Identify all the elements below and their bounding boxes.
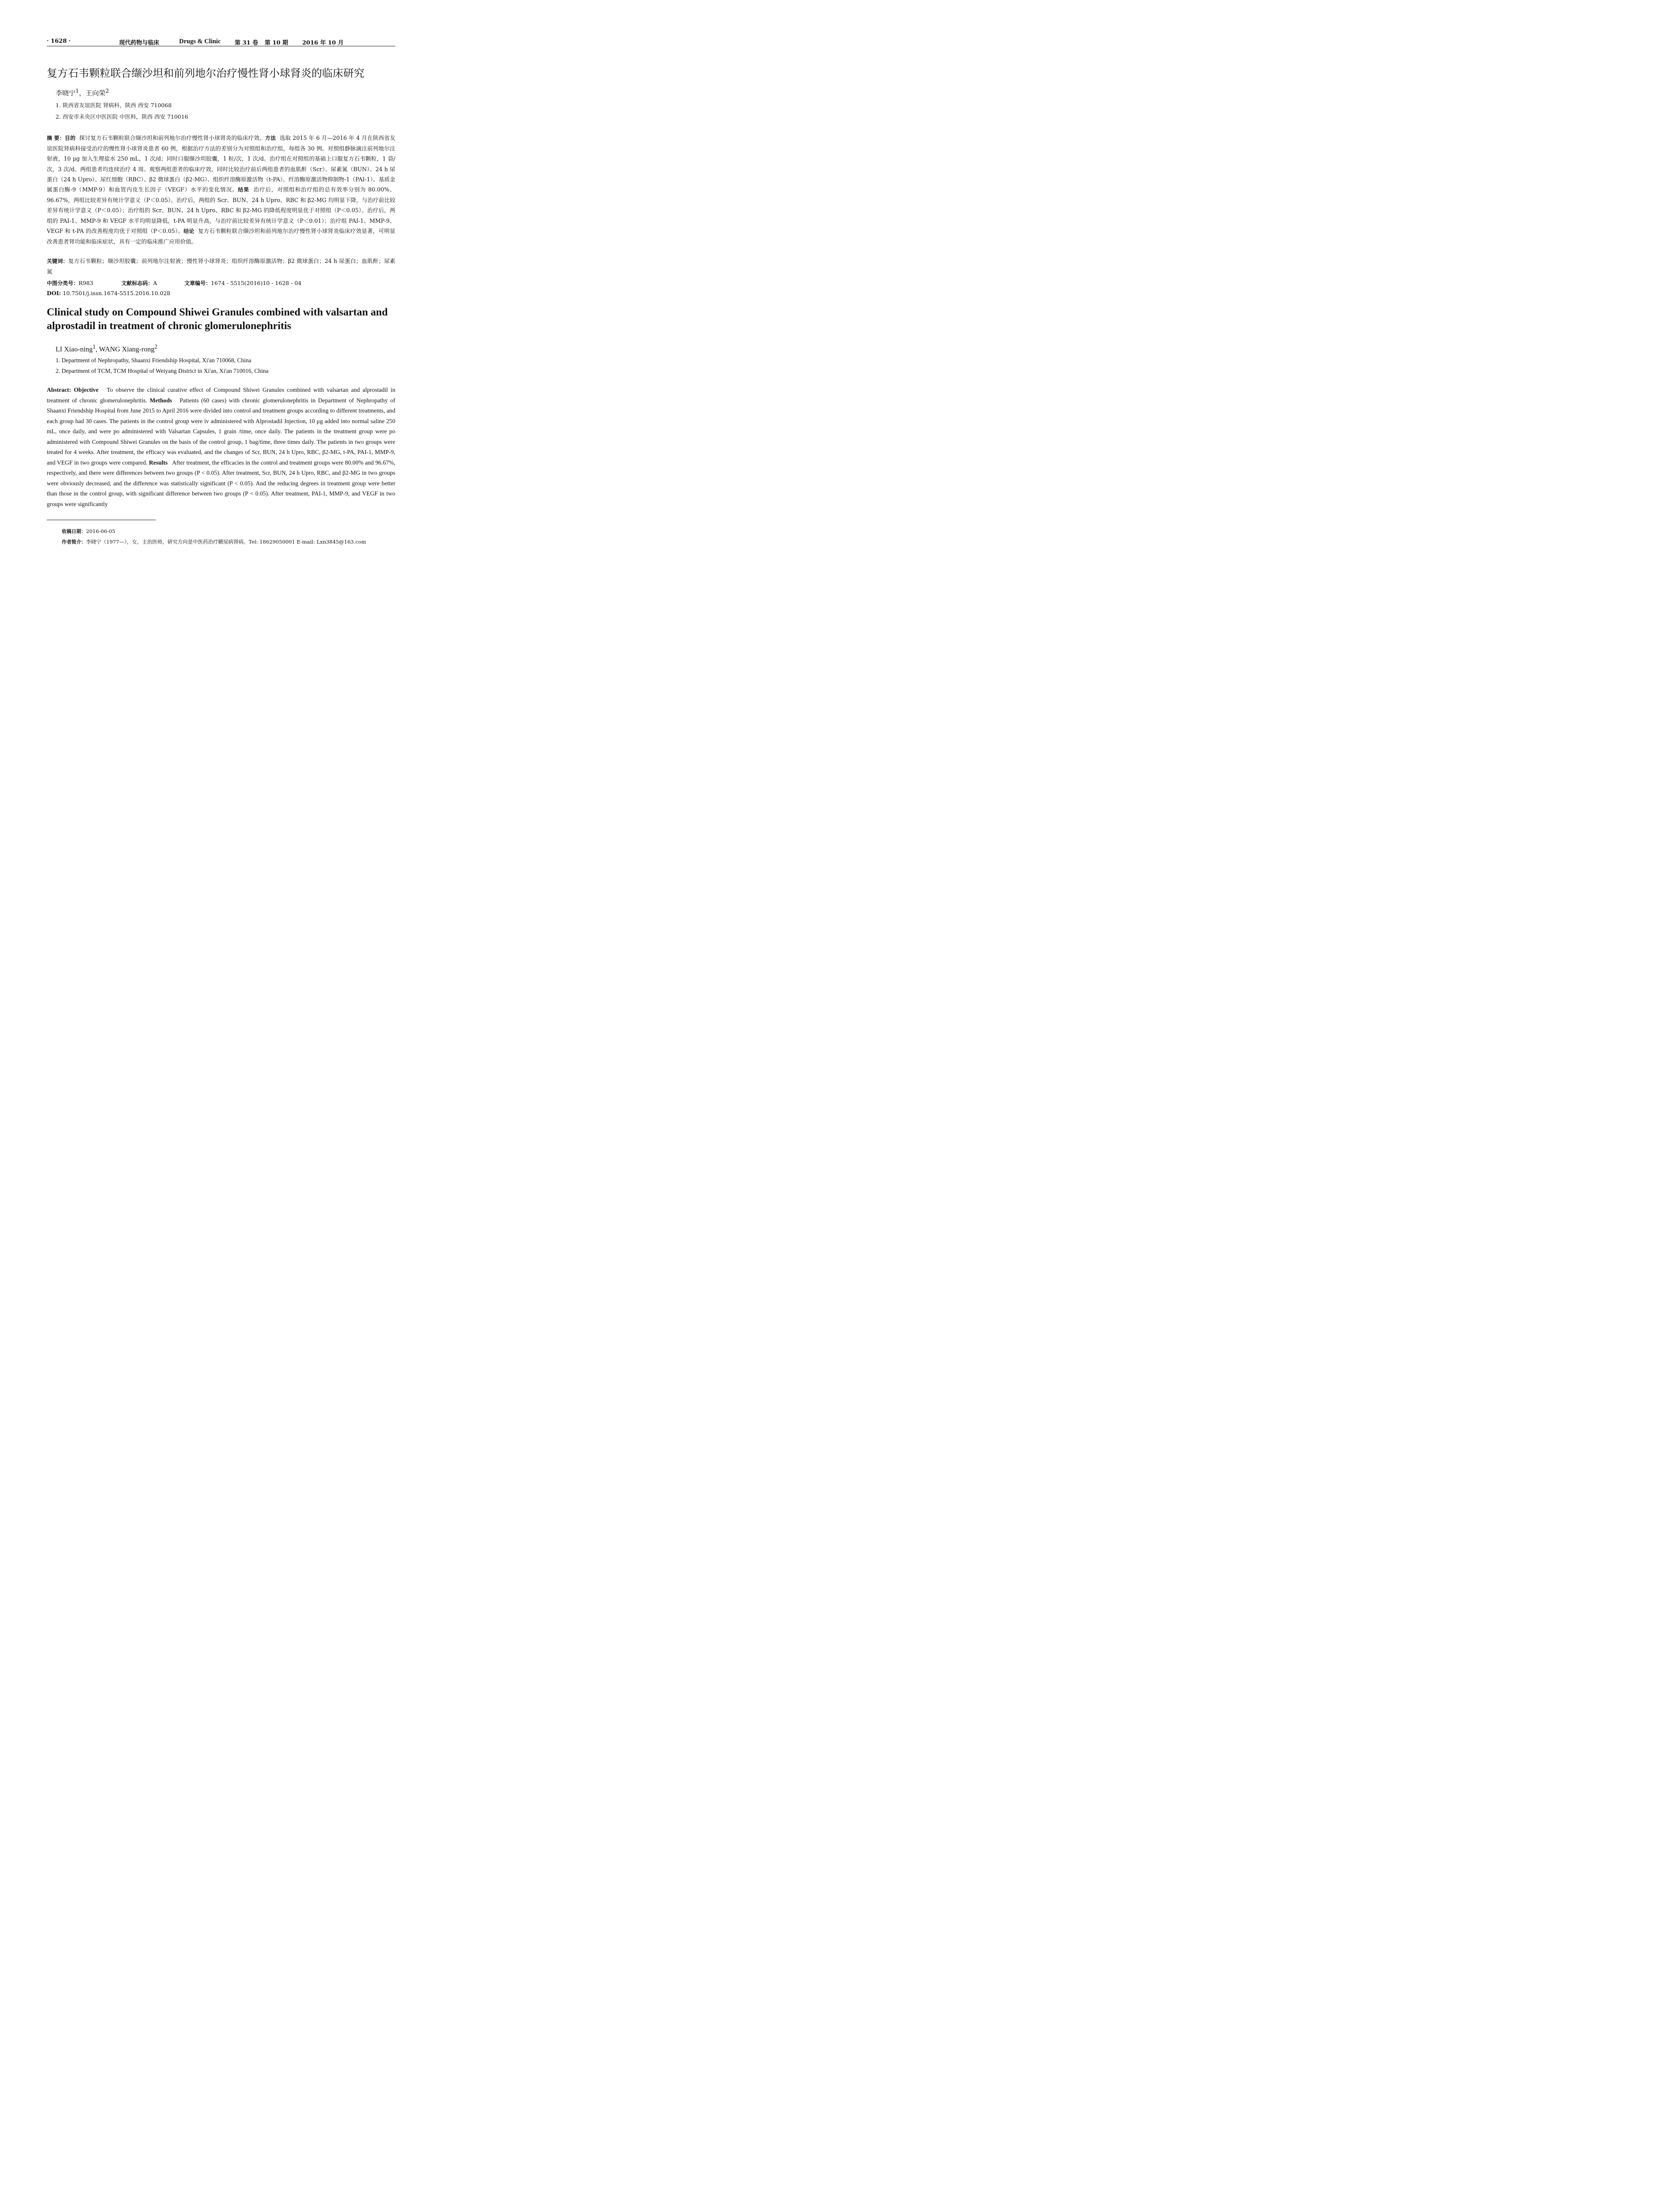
volume: 第 31 卷: [235, 40, 259, 46]
doi-label: DOI:: [47, 290, 61, 296]
author-separator: ，: [79, 89, 86, 97]
conclusion-text: 复方石韦颗粒联合缬沙坦和前列地尔治疗慢性肾小球肾炎临床疗效显著，可明显改善患者肾功能和临床症状，具有一定的临床推广应用价值。: [47, 227, 395, 245]
affiliation-1-en: 1. Department of Nephropathy, Shaanxi Friendship Hospital, Xi'an 710068, China: [56, 357, 251, 364]
abstract-en: [47, 385, 395, 509]
methods-label-en: Methods: [150, 397, 172, 404]
author-2-affiliation-mark: 2: [105, 87, 109, 94]
objective-text-en: To observe the clinical curative effect of Compound Shiwei Granules combined with valsartan and alprostadil in treatment of chronic glomerulonephritis.: [47, 386, 396, 404]
keywords-label: 关键词：: [47, 258, 68, 264]
affiliation-1-cn: 1. 陕西省友谊医院 肾病科，陕西 西安 710068: [56, 102, 172, 109]
journal-name-cn: 现代药物与临床: [119, 40, 160, 46]
methods-text-en: Patients (60 cases) with chronic glomerulonephritis in Department of Nephropathy of Shaanxi Friendship Hospital from June 2015 to April 2016 were divided into control and treatment groups according to different treatments, and each group had 30 cases. The patients in the control group were iv administered with Alprostadil Injection, 10 μg added into normal saline 250 mL, once daily, and were po administered with Valsartan Capsules, 1 grain /time, once daily. The patients in the treatment group were po administered with Compound Shiwei Granules on the basis of the control group, 1 bag/time, three times daily. The patients in two groups were treated for 4 weeks. After treatment, the efficacy was evaluated, and the changes of Scr, BUN, 24 h Upro, RBC, β2-MG, t-PA, PAI-1, MMP-9, and VEGF in two groups were compared.: [47, 397, 395, 466]
bio-label: 作者简介：: [62, 539, 86, 545]
doi-value: 10.7501/j.issn.1674-5515.2016.10.028: [63, 290, 171, 296]
authors-en: [56, 343, 158, 353]
methods-text: 选取 2015 年 6 月—2016 年 4 月在陕西省友谊医院肾病科接受治疗的慢性肾小球肾炎患者 60 例，根据治疗方法的差别分为对照组和治疗组，每组各 30 例。对照组静脉滴注前列地尔注射液，10 μg 加入生理盐水 250 mL，1 次/d；同时口服缬沙坦胶囊，1 粒/次，1 次/d。治疗组在对照组的基础上口服复方石韦颗粒，1 袋/次，3 次/d。两组患者均连续治疗 4 周。观察两组患者的临床疗效，同时比较治疗前后两组患者的血肌酐（Scr）、尿素氮（BUN）、24 h 尿蛋白（24 h Upro）、尿红细胞（RBC）、β2 微球蛋白（β2-MG）、组织纤溶酶原激活物（t-PA）、纤溶酶原激活物抑制物-1（PAI-1）、基质金属蛋白酶-9（MMP-9）和血管内皮生长因子（VEGF）水平的变化情况。: [47, 135, 395, 193]
abstract-objective-label-en: Abstract: Objective: [47, 386, 99, 393]
affiliation-2-en: 2. Department of TCM, TCM Hospital of Weiyang District in Xi'an, Xi'an 710016, China: [56, 368, 269, 374]
results-text-en: After treatment, the efficacies in the control and treatment groups were 80.00% and 96.67%, respectively, and there were differences between two groups (P < 0.05). After treatment, Scr, BUN, 24 h Upro, RBC, and β2-MG in two groups were obviously decreased, and the difference was statistically significant (P < 0.05). And the reducing degrees in treatment group were better than those in the control group, with significant difference between two groups (P < 0.05). After treatment, PAI-1, MMP-9, and VEGF in two groups were significantly: [47, 459, 396, 507]
journal-name-en: Drugs & Clinic: [179, 38, 221, 45]
methods-label: 方法: [265, 135, 276, 141]
doi-row: [47, 290, 170, 296]
clc-row: [47, 279, 93, 287]
author-1-en-affiliation-mark: 1: [92, 343, 96, 350]
clc-label: 中图分类号：: [47, 280, 79, 286]
author-1: 李晓宁: [56, 89, 76, 97]
doc-code-label: 文献标志码：: [121, 280, 154, 286]
keywords-cn: [47, 256, 395, 277]
author-2: 王向荣: [85, 89, 105, 97]
affiliation-2-cn: 2. 西安市未央区中医医院 中医科，陕西 西安 710016: [56, 113, 188, 120]
results-label: 结果: [238, 187, 249, 193]
keywords-text: 复方石韦颗粒；缬沙坦胶囊；前列地尔注射液；慢性肾小球肾炎；组织纤溶酶原激活物；β2 微球蛋白；24 h 尿蛋白；血肌酐；尿素氮: [47, 258, 395, 275]
conclusion-label: 结论: [184, 228, 195, 234]
author-2-en-affiliation-mark: 2: [154, 343, 158, 350]
article-no-value: 1674 - 5515(2016)10 - 1628 - 04: [211, 280, 302, 286]
issue: 第 10 期: [265, 40, 289, 46]
article-no-label: 文章编号：: [184, 280, 211, 286]
title-cn: 复方石韦颗粒联合缬沙坦和前列地尔治疗慢性肾小球肾炎的临床研究: [47, 67, 364, 79]
abstract-cn: [47, 133, 395, 247]
received-value: 2016-06-05: [86, 528, 116, 534]
author-1-affiliation-mark: 1: [75, 87, 79, 94]
author-separator-en: ,: [95, 345, 99, 353]
article-page: [0, 0, 441, 595]
results-text: 治疗后，对照组和治疗组的总有效率分别为 80.00%、96.67%，两组比较差异有统计学意义（P＜0.05）。治疗后，两组的 Scr、BUN、24 h Upro、RBC 和 β2-MG 均明显下降，与治疗前比较差异有统计学意义（P＜0.05）；治疗组的 Scr、BUN、24 h Upro、RBC 和 β2-MG 的降低程度明显优于对照组（P＜0.05）。治疗后，两组的 PAI-1、MMP-9 和 VEGF 水平均明显降低，t-PA 明显升高，与治疗前比较差异有统计学意义（P＜0.01）；治疗组 PAI-1、MMP-9、VEGF 和 t-PA 的改善程度均优于对照组（P＜0.05）。: [47, 186, 395, 234]
issue-date: 2016 年 10 月: [302, 40, 344, 46]
authors-cn: [56, 87, 109, 98]
objective-label: 目的: [64, 135, 76, 141]
author-2-en: WANG Xiang-rong: [99, 345, 155, 353]
doc-code-value: A: [153, 280, 158, 286]
title-en: Clinical study on Compound Shiwei Granules combined with valsartan and alprostadil in treatment of chronic glomerulonephritis: [47, 307, 388, 332]
received-date: [62, 528, 115, 535]
clc-value: R983: [79, 280, 94, 286]
results-label-en: Results: [149, 459, 168, 466]
doc-code-row: [121, 279, 157, 287]
page-number: · 1628 ·: [47, 38, 71, 45]
article-no-row: [184, 279, 301, 287]
abstract-label: 摘 要：: [47, 135, 65, 141]
author-bio: [62, 538, 366, 545]
bio-text: 李晓宁（1977—），女，主治医师，研究方向是中医药治疗糖尿病肾病。Tel: 18629050001 E-mail: Lxn3845@163.com: [86, 539, 366, 545]
received-label: 收稿日期：: [62, 529, 86, 534]
objective-text: 探讨复方石韦颗粒联合缬沙坦和前列地尔治疗慢性肾小球肾炎的临床疗效。: [79, 135, 265, 141]
author-1-en: LI Xiao-ning: [56, 345, 93, 353]
